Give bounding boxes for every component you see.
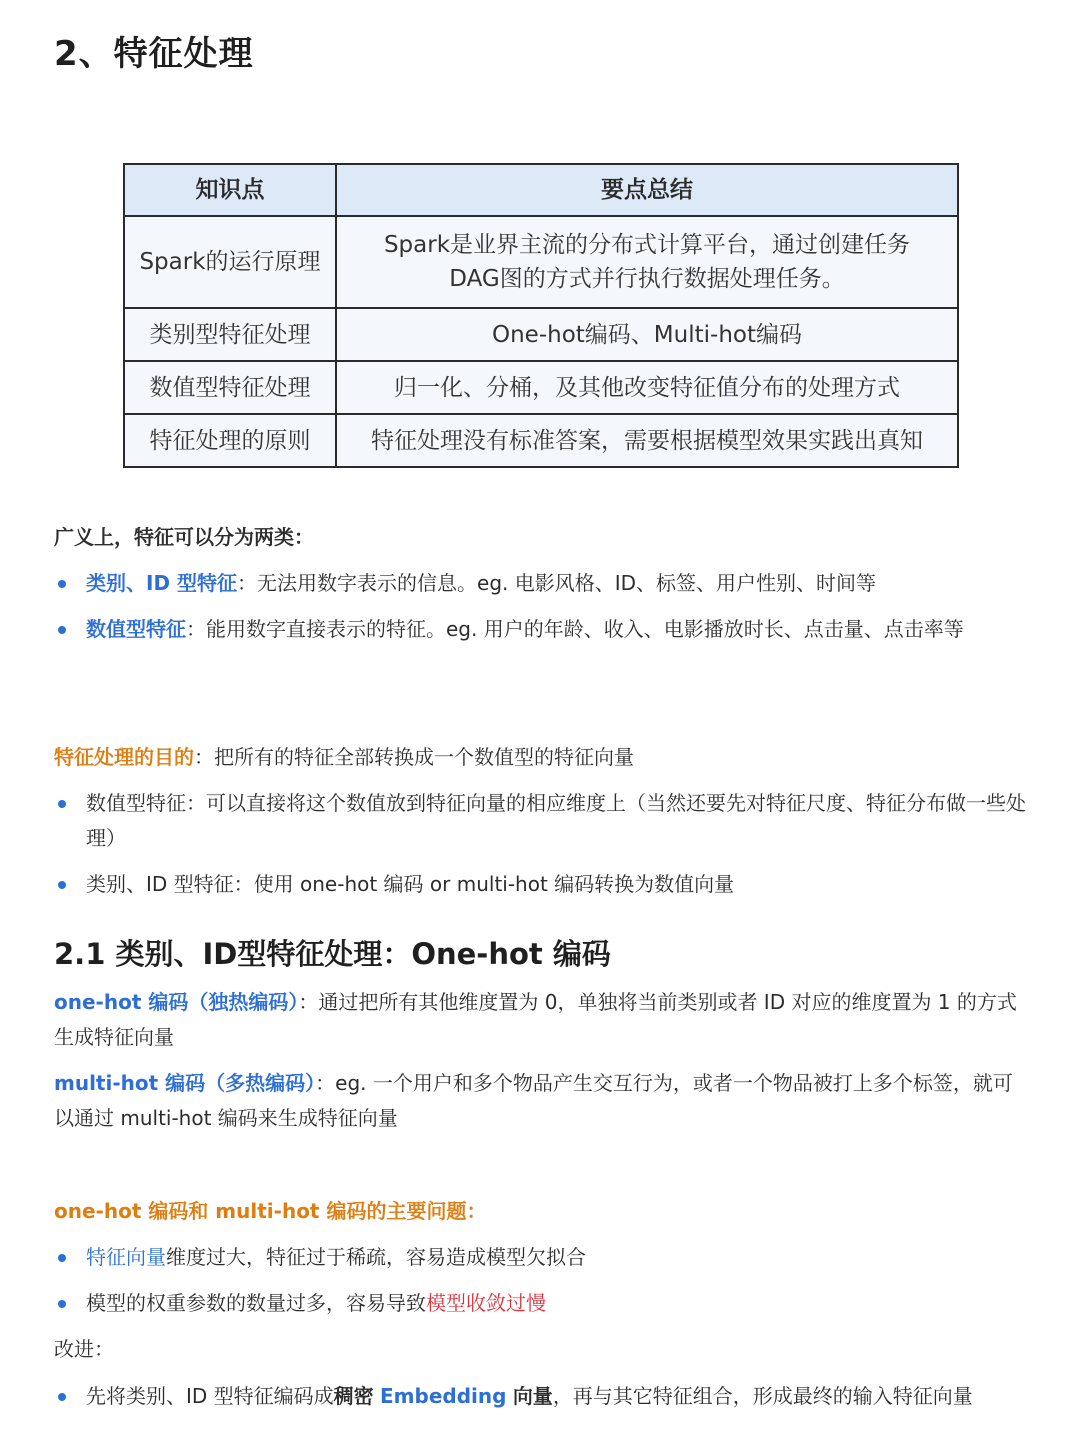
table-cell-topic: 特征处理的原则 [124, 414, 336, 467]
table-header-row [124, 164, 958, 216]
bullet-icon [58, 1254, 66, 1262]
onehot-term: one-hot 编码（独热编码） [54, 990, 299, 1014]
list-item [54, 566, 1029, 601]
table-cell-summary: 归一化、分桶，及其他改变特征值分布的处理方式 [336, 361, 958, 414]
term-numeric: 数值型特征 [86, 617, 186, 641]
list-item [54, 1240, 1029, 1275]
problem-highlight: 特征向量 [86, 1245, 166, 1269]
table-cell-summary [336, 216, 958, 308]
section-title: 2.1 类别、ID型特征处理：One-hot 编码 [54, 937, 611, 971]
list-item [54, 1286, 1029, 1321]
purpose-text: ：把所有的特征全部转换成一个数值型的特征向量 [194, 745, 634, 769]
table-cell-topic: 类别型特征处理 [124, 308, 336, 361]
multihot-text: ：eg. 一个用户和多个物品产生交互行为，或者一个物品被打上多个标签，就可以通过 multi-hot 编码来生成特征向量 [54, 1071, 1013, 1130]
list-item [54, 867, 1029, 902]
purpose-item-text: 数值型特征：可以直接将这个数值放到特征向量的相应维度上（当然还要先对特征尺度、特征分布做一些处理） [86, 791, 1026, 850]
feature-classes-intro: 广义上，特征可以分为两类： [54, 525, 314, 549]
table-header-summary: 要点总结 [336, 164, 958, 216]
improve-text: ，再与其它特征组合，形成最终的输入特征向量 [552, 1384, 973, 1408]
list-item [54, 786, 1029, 856]
improve-list [54, 1379, 1029, 1425]
feature-classes-list [54, 566, 1029, 658]
table-cell-topic: 数值型特征处理 [124, 361, 336, 414]
table-cell-topic: Spark的运行原理 [124, 216, 336, 308]
bullet-icon [58, 800, 66, 808]
onehot-text: ：通过把所有其他维度置为 0，单独将当前类别或者 ID 对应的维度置为 1 的方式生成特征向量 [54, 990, 1017, 1049]
purpose-list [54, 786, 1029, 913]
bullet-icon [58, 626, 66, 634]
bullet-icon [58, 1393, 66, 1401]
bullet-icon [58, 881, 66, 889]
improve-bold: 向量 [512, 1384, 553, 1408]
term-desc: ：能用数字直接表示的特征。eg. 用户的年龄、收入、电影播放时长、点击量、点击率等 [186, 617, 964, 641]
improve-embedding: Embedding [380, 1384, 507, 1408]
multihot-paragraph [54, 1066, 1029, 1136]
table-row [124, 414, 958, 467]
improve-text: 先将类别、ID 型特征编码成 [86, 1384, 334, 1408]
table-cell-summary: 特征处理没有标准答案，需要根据模型效果实践出真知 [336, 414, 958, 467]
problem-text: 模型的权重参数的数量过多，容易导致 [86, 1291, 426, 1315]
summary-line: Spark是业界主流的分布式计算平台，通过创建任务 [383, 232, 911, 258]
list-item [54, 1379, 1029, 1414]
improve-bold: 稠密 [333, 1384, 374, 1408]
list-item [54, 612, 1029, 647]
purpose-term: 特征处理的目的 [54, 745, 194, 769]
multihot-term: multi-hot 编码（多热编码） [54, 1071, 316, 1095]
onehot-paragraph [54, 985, 1029, 1055]
bullet-icon [58, 1300, 66, 1308]
table-header-topic: 知识点 [124, 164, 336, 216]
summary-table [123, 163, 959, 468]
improve-label: 改进： [54, 1337, 114, 1361]
term-categorical: 类别、ID 型特征 [86, 571, 238, 595]
bullet-icon [58, 580, 66, 588]
problems-list [54, 1240, 1029, 1332]
problem-text: 维度过大，特征过于稀疏，容易造成模型欠拟合 [166, 1245, 586, 1269]
table-row [124, 308, 958, 361]
problems-heading: one-hot 编码和 multi-hot 编码的主要问题： [54, 1199, 487, 1223]
table-cell-summary: One-hot编码、Multi-hot编码 [336, 308, 958, 361]
purpose-item-text: 类别、ID 型特征：使用 one-hot 编码 or multi-hot 编码转换为数值向量 [86, 872, 735, 896]
page-title: 2、特征处理 [54, 34, 254, 74]
purpose-paragraph [54, 740, 1029, 775]
problem-highlight: 模型收敛过慢 [426, 1291, 546, 1315]
table-row [124, 216, 958, 308]
table-row [124, 361, 958, 414]
summary-line: DAG图的方式并行执行数据处理任务。 [449, 266, 845, 292]
term-desc: ：无法用数字表示的信息。eg. 电影风格、ID、标签、用户性别、时间等 [237, 571, 877, 595]
